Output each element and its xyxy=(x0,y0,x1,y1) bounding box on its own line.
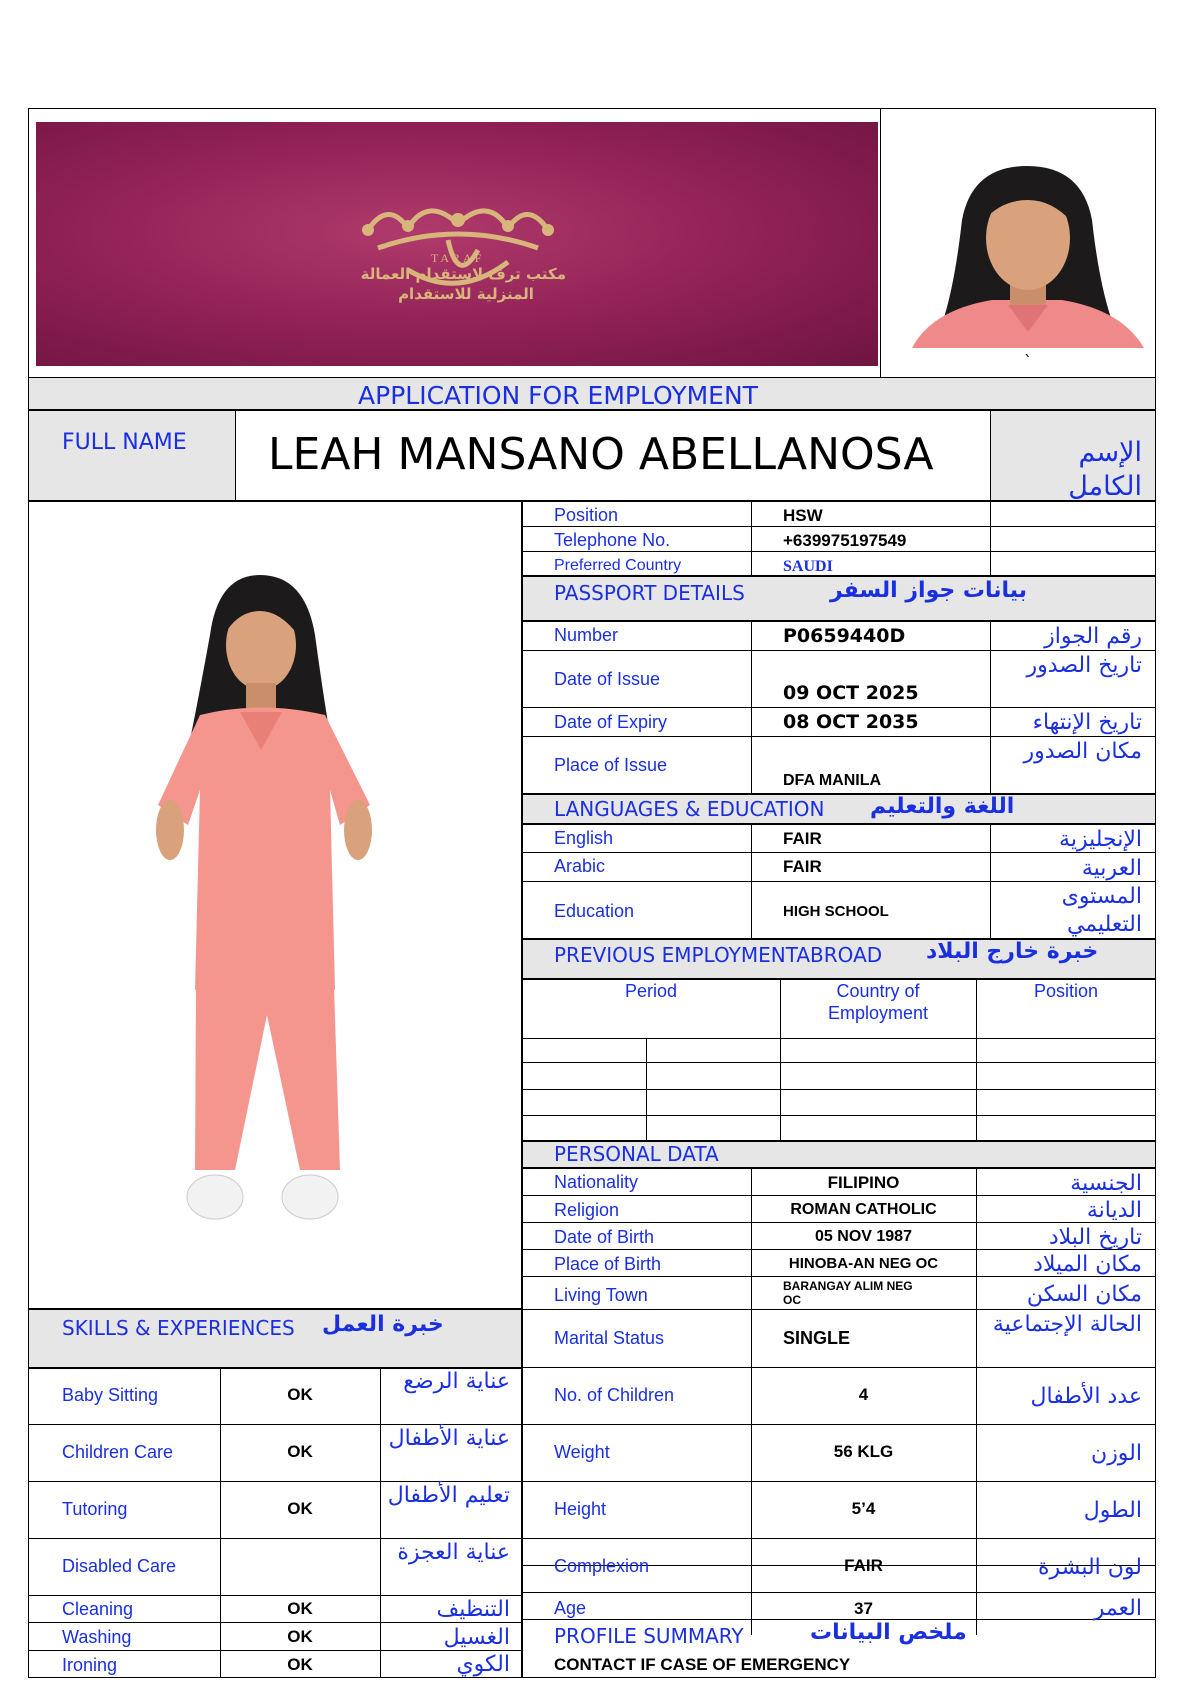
full-name-arabic-1: الإسم xyxy=(1078,437,1142,468)
passport-title: PASSPORT DETAILS xyxy=(554,581,745,605)
arabic-arabic: العربية xyxy=(1081,856,1142,881)
arabic-value: FAIR xyxy=(783,857,822,876)
country-column-header-1: Country of xyxy=(836,981,920,1001)
religion-arabic: الديانة xyxy=(1086,1198,1142,1223)
applicant-portrait-photo xyxy=(912,160,1144,348)
complexion-label: Complexion xyxy=(554,1556,650,1576)
date-of-issue-value: 09 OCT 2025 xyxy=(783,682,919,704)
english-value: FAIR xyxy=(783,829,822,848)
skill-disabled-care-arabic: عناية العجزة xyxy=(397,1540,510,1565)
place-of-birth-label: Place of Birth xyxy=(554,1254,662,1274)
personal-data-title: PERSONAL DATA xyxy=(554,1142,719,1166)
place-of-issue-arabic: مكان الصدور xyxy=(1023,739,1142,764)
profile-summary-title-arabic: ملخص البيانات xyxy=(810,1620,967,1645)
skill-cleaning-arabic: التنظيف xyxy=(436,1597,510,1622)
religion-label: Religion xyxy=(554,1200,620,1220)
weight-arabic: الوزن xyxy=(1091,1441,1142,1466)
crown-logo-icon xyxy=(348,190,568,303)
telephone-label: Telephone No. xyxy=(554,530,671,550)
skill-ironing-arabic: الكوي xyxy=(456,1652,510,1677)
full-name-label: FULL NAME xyxy=(62,430,187,455)
religion-value: ROMAN CATHOLIC xyxy=(790,1201,937,1218)
skill-washing-arabic: الغسيل xyxy=(443,1625,510,1650)
position-column-header: Position xyxy=(1033,981,1099,1001)
height-value: 5’4 xyxy=(851,1499,876,1518)
age-value: 37 xyxy=(854,1599,873,1618)
marital-status-arabic: الحالة الإجتماعية xyxy=(992,1312,1142,1337)
living-town-value-1: BARANGAY ALIM NEG xyxy=(783,1279,913,1293)
living-town-label: Living Town xyxy=(554,1285,648,1305)
logo-brand-latin: TARAF xyxy=(431,251,485,265)
date-of-birth-value: 05 NOV 1987 xyxy=(815,1228,912,1245)
date-of-issue-arabic: تاريخ الصدور xyxy=(1026,653,1142,678)
skill-tutoring-value: OK xyxy=(287,1499,313,1518)
full-name-arabic-2: الكامل xyxy=(1068,471,1142,502)
previous-employment-title-arabic: خبرة خارج البلاد xyxy=(926,939,1099,964)
living-town-arabic: مكان السكن xyxy=(1026,1282,1142,1307)
height-arabic: الطول xyxy=(1083,1498,1142,1523)
place-of-issue-value: DFA MANILA xyxy=(783,772,882,789)
skill-tutoring-arabic: تعليم الأطفال xyxy=(387,1483,510,1508)
profile-summary-title: PROFILE SUMMARY xyxy=(554,1624,744,1648)
position-value: HSW xyxy=(783,506,823,525)
country-column-header-2: Employment xyxy=(827,1003,929,1023)
logo-brand-arabic-2: المنزلية للاستقدام xyxy=(398,285,534,303)
skills-title: SKILLS & EXPERIENCES xyxy=(62,1316,295,1340)
header-mark: ` xyxy=(1024,352,1032,371)
date-of-expiry-arabic: تاريخ الإنتهاء xyxy=(1032,710,1142,735)
complexion-value: FAIR xyxy=(844,1556,883,1575)
passport-number-value: P0659440D xyxy=(783,625,906,647)
living-town-value-2: OC xyxy=(783,1293,801,1307)
complexion-arabic: لون البشرة xyxy=(1038,1555,1142,1580)
skill-children-care-value: OK xyxy=(287,1442,313,1461)
age-label: Age xyxy=(554,1598,587,1618)
date-of-expiry-label: Date of Expiry xyxy=(554,712,668,732)
skill-baby-sitting-arabic: عناية الرضع xyxy=(403,1369,510,1394)
period-column-header: Period xyxy=(624,981,678,1001)
children-arabic: عدد الأطفال xyxy=(1030,1384,1142,1409)
skill-washing-value: OK xyxy=(287,1627,313,1646)
education-value: HIGH SCHOOL xyxy=(783,903,889,920)
company-logo-banner xyxy=(36,122,878,366)
skill-disabled-care-label: Disabled Care xyxy=(62,1556,177,1576)
skill-cleaning-label: Cleaning xyxy=(62,1599,134,1619)
skill-children-care-label: Children Care xyxy=(62,1442,174,1462)
skill-washing-label: Washing xyxy=(62,1627,132,1647)
position-label: Position xyxy=(554,505,619,525)
skills-title-arabic: خبرة العمل xyxy=(322,1312,444,1337)
children-label: No. of Children xyxy=(554,1385,675,1405)
passport-number-label: Number xyxy=(554,625,619,645)
languages-title-arabic: اللغة والتعليم xyxy=(870,794,1015,819)
marital-status-value: SINGLE xyxy=(783,1328,851,1348)
skill-cleaning-value: OK xyxy=(287,1599,313,1618)
passport-number-arabic: رقم الجواز xyxy=(1044,624,1142,649)
passport-title-arabic: بيانات جواز السفر xyxy=(830,578,1028,603)
languages-title: LANGUAGES & EDUCATION xyxy=(554,797,825,821)
place-of-birth-arabic: مكان الميلاد xyxy=(1033,1252,1142,1277)
skill-ironing-label: Ironing xyxy=(62,1655,118,1675)
weight-label: Weight xyxy=(554,1442,610,1462)
marital-status-label: Marital Status xyxy=(554,1328,665,1348)
arabic-label: Arabic xyxy=(554,856,606,876)
nationality-value: FILIPINO xyxy=(827,1173,900,1192)
skill-baby-sitting-value: OK xyxy=(287,1385,313,1404)
english-label: English xyxy=(554,828,614,848)
emergency-contact-label: CONTACT IF CASE OF EMERGENCY xyxy=(554,1655,851,1674)
nationality-arabic: الجنسية xyxy=(1070,1171,1142,1196)
english-arabic: الإنجليزية xyxy=(1059,827,1142,852)
date-of-issue-label: Date of Issue xyxy=(554,669,661,689)
children-value: 4 xyxy=(858,1385,869,1404)
skill-children-care-arabic: عناية الأطفال xyxy=(388,1426,510,1451)
preferred-country-value: SAUDI xyxy=(783,558,833,575)
nationality-label: Nationality xyxy=(554,1172,639,1192)
weight-value: 56 KLG xyxy=(833,1442,894,1461)
full-name-value: LEAH MANSANO ABELLANOSA xyxy=(268,429,934,480)
logo-brand-arabic-1: مكتب ترف لاستقدام العمالة xyxy=(360,265,566,283)
place-of-birth-value: HINOBA-AN NEG OC xyxy=(788,1255,939,1272)
skill-tutoring-label: Tutoring xyxy=(62,1499,128,1519)
previous-employment-title: PREVIOUS EMPLOYMENTABROAD xyxy=(554,943,883,967)
education-arabic: المستوى التعليمي xyxy=(1061,884,1142,937)
telephone-value: +639975197549 xyxy=(783,531,907,550)
education-label: Education xyxy=(554,901,635,921)
applicant-full-body-photo xyxy=(140,575,390,1245)
date-of-birth-label: Date of Birth xyxy=(554,1227,655,1247)
preferred-country-label: Preferred Country xyxy=(554,557,682,574)
date-of-expiry-value: 08 OCT 2035 xyxy=(783,711,919,733)
date-of-birth-arabic: تاريخ البلاد xyxy=(1048,1225,1142,1250)
skill-baby-sitting-label: Baby Sitting xyxy=(62,1385,159,1405)
skill-ironing-value: OK xyxy=(287,1655,313,1674)
height-label: Height xyxy=(554,1499,607,1519)
age-arabic: العمر xyxy=(1093,1596,1142,1621)
page-title: APPLICATION FOR EMPLOYMENT xyxy=(358,381,758,410)
place-of-issue-label: Place of Issue xyxy=(554,755,668,775)
